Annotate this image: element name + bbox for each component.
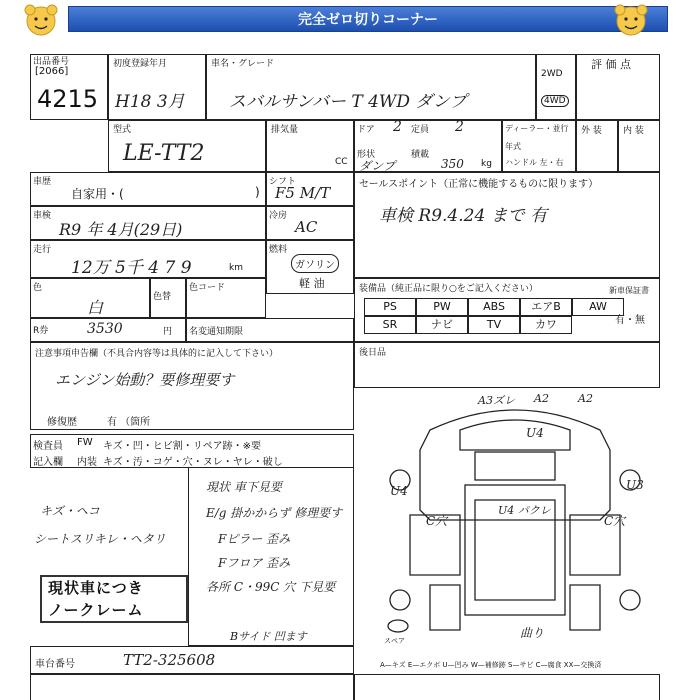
comment-bottom-note: Bサイド 凹ます <box>230 630 307 643</box>
notes-value: エンジン始動？要修理要す <box>55 371 235 389</box>
first-reg-label: 初度登録年月 <box>113 59 168 69</box>
interior-cell <box>618 120 660 172</box>
shift-cell <box>266 172 354 206</box>
diagram-bottom-label: 曲り <box>520 626 545 640</box>
comment-left-2: シートスリキレ・ヘタリ <box>34 532 166 546</box>
fuel-cell <box>266 240 354 294</box>
km-unit: km <box>229 263 243 273</box>
fw-items: キズ・凹・ヒビ割・リペア跡・※要 <box>103 441 261 452</box>
displacement-cell <box>266 120 354 172</box>
color-swatch-label: 色替 <box>153 292 172 302</box>
fuel-diesel: 軽 油 <box>299 277 325 290</box>
ac-cell <box>266 206 354 240</box>
drive-2wd: 2WD <box>541 69 563 79</box>
diagram-mark-u4-left: U4 <box>390 484 408 498</box>
diagram-mark-a3: A3ズレ <box>478 394 515 407</box>
ac-value: AC <box>295 218 318 236</box>
diagram-mark-c-left: C穴 <box>426 514 448 528</box>
lot-number: 4215 <box>37 85 99 113</box>
doors-value: 2 <box>393 119 402 135</box>
color-code-label: 色コード <box>189 283 226 293</box>
handle-label: ハンドル 左・右 <box>505 158 564 167</box>
car-name-label: 車名・グレード <box>211 59 275 69</box>
comment-right-2: E/g 掛かからず 修理要す <box>206 506 343 520</box>
chassis-label: 車台番号 <box>35 659 75 670</box>
inspector-cell <box>30 434 354 468</box>
no-claim-stamp <box>40 575 188 623</box>
diagram-mark-u4-center: U4 パクレ <box>498 504 551 517</box>
first-reg-cell <box>108 54 206 120</box>
equip-aw: AW <box>572 298 624 316</box>
shape-value: ダンプ <box>359 159 396 173</box>
mascot-bear-icon <box>612 2 650 38</box>
auction-sheet <box>30 40 666 700</box>
color-cell <box>30 278 150 318</box>
yen-unit: 円 <box>163 327 173 337</box>
diagram-mark-u4-top: U4 <box>526 426 544 440</box>
interior-label: 内 装 <box>623 126 644 136</box>
usage-value: 自家用・( <box>71 187 124 201</box>
equip-abs: ABS <box>468 298 520 316</box>
year-label: 年式 <box>505 142 521 151</box>
displacement-label: 排気量 <box>271 125 299 135</box>
aftermarket-label: 後日品 <box>359 348 387 358</box>
comment-left-1: キズ・ヘコ <box>40 504 100 518</box>
fw-label: FW <box>77 437 93 448</box>
shift-label: シフト <box>269 177 297 187</box>
mileage-value: 12万 5千 4 7 9 <box>71 258 192 278</box>
sales-point-cell <box>354 172 660 278</box>
venue-label: 出品番号 <box>33 57 70 67</box>
rating-label: 評 価 点 <box>591 58 631 71</box>
int-label: 内装 <box>77 457 97 468</box>
doors-label: ドア <box>357 125 375 135</box>
repair-value: 有 （箇所 <box>107 417 151 428</box>
shift-value: F5 M/T <box>275 184 331 202</box>
mileage-cell <box>30 240 266 278</box>
dealer-cell <box>502 120 576 172</box>
recycle-label: R券 <box>33 326 49 336</box>
dealer-label: ディーラー・並行 <box>505 124 569 133</box>
name-change-label: 名変通知期限 <box>189 327 244 337</box>
comment-right-3: Fピラー 歪み <box>218 532 291 546</box>
repair-label: 修復歴 <box>47 417 77 428</box>
stamp-line-2: ノークレーム <box>48 601 144 619</box>
equip-sr: SR <box>364 316 416 334</box>
new-car-value: 有・無 <box>615 315 645 326</box>
first-reg-value: H18 3月 <box>115 92 185 112</box>
footer-extra-cell <box>30 674 354 700</box>
usage-label: 車歴 <box>33 177 52 187</box>
rating-cell <box>576 54 660 120</box>
model-cell <box>108 120 266 172</box>
color-value: 白 <box>87 298 104 317</box>
remark-label: 記入欄 <box>33 457 63 468</box>
equip-leather: カワ <box>520 316 572 334</box>
fuel-label: 燃料 <box>269 245 288 255</box>
shape-label: 形状 <box>357 150 376 160</box>
usage-close: ) <box>255 185 260 199</box>
comment-right-4: Fフロア 歪み <box>218 556 291 570</box>
diagram-mark-u3: U3 <box>626 478 644 492</box>
diagram-corner-label: スペア <box>384 637 405 645</box>
usage-cell <box>30 172 266 206</box>
inspection-cell <box>30 206 266 240</box>
inspection-value: R9 年 4月(29日) <box>59 220 183 239</box>
cc-unit: CC <box>335 157 348 167</box>
model-label: 型式 <box>113 125 132 135</box>
color-code-cell <box>186 278 266 318</box>
lot-cell <box>30 54 108 120</box>
capacity-value: 2 <box>455 119 464 135</box>
comment-right-1: 現状 車下見要 <box>206 480 282 494</box>
sales-point-value: 車検 R9.4.24 まで 有 <box>379 206 548 226</box>
capacity-label: 定員 <box>411 125 430 135</box>
load-value: 350 <box>441 157 464 171</box>
drive-cell <box>536 54 576 120</box>
banner <box>0 0 700 40</box>
equip-airbag: エアB <box>520 298 572 316</box>
name-change-cell <box>186 318 354 342</box>
equip-ps: PS <box>364 298 416 316</box>
car-name-cell <box>206 54 536 120</box>
recycle-value: 3530 <box>87 321 123 337</box>
diagram-mark-c-right: C穴 <box>604 514 626 528</box>
inspector-label: 検査員 <box>33 441 63 452</box>
exterior-cell <box>576 120 618 172</box>
diagram-mark-a2-2: A2 <box>578 392 593 405</box>
notes-label: 注意事項申告欄（不具合内容等は具体的に記入して下さい） <box>35 349 279 359</box>
doors-cell <box>354 120 502 172</box>
fuel-gas: ガソリン <box>291 254 339 273</box>
equip-tv: TV <box>468 316 520 334</box>
chassis-value: TT2-325608 <box>123 651 216 669</box>
mascot-bear-icon <box>22 2 60 38</box>
mileage-label: 走行 <box>33 245 52 255</box>
sales-point-label: セールスポイント（正常に機能するものに限ります） <box>359 179 599 190</box>
footer-right-cell <box>354 674 660 700</box>
new-car-label: 新車保証書 <box>609 286 649 295</box>
notes-cell <box>30 342 354 430</box>
banner-title: 完全ゼロ切りコーナー <box>68 6 668 32</box>
exterior-label: 外 装 <box>581 126 602 136</box>
equip-pw: PW <box>416 298 468 316</box>
color-swatch-cell <box>150 278 186 318</box>
load-label: 積載 <box>411 150 430 160</box>
equipment-label: 装備品（純正品に限り○をご記入ください） <box>359 284 538 294</box>
chassis-cell <box>30 646 354 674</box>
ac-label: 冷房 <box>269 211 288 221</box>
stamp-line-1: 現状車につき <box>48 579 144 597</box>
equipment-grid <box>364 298 624 334</box>
equip-navi: ナビ <box>416 316 468 334</box>
car-name-value: スバルサンバー T 4WD ダンプ <box>229 92 467 112</box>
recycle-cell <box>30 318 186 342</box>
diagram-mark-a2-1: A2 <box>534 392 549 405</box>
color-label: 色 <box>33 283 43 293</box>
inspection-label: 車検 <box>33 211 52 221</box>
venue-code: [2066] <box>35 66 69 77</box>
comment-right-5: 各所 C・99C 穴 下見要 <box>206 580 336 594</box>
drive-4wd: 4WD <box>541 95 569 107</box>
diagram-legend: A—キズ E—エクボ U—凹み W—補修跡 S—サビ C—腐食 XX—交換済 <box>380 661 602 669</box>
int-items: キズ・汚・コゲ・穴・ヌレ・ヤレ・破し <box>103 457 283 468</box>
model-value: LE-TT2 <box>123 141 205 166</box>
aftermarket-cell <box>354 342 660 388</box>
kg-unit: kg <box>481 159 492 169</box>
